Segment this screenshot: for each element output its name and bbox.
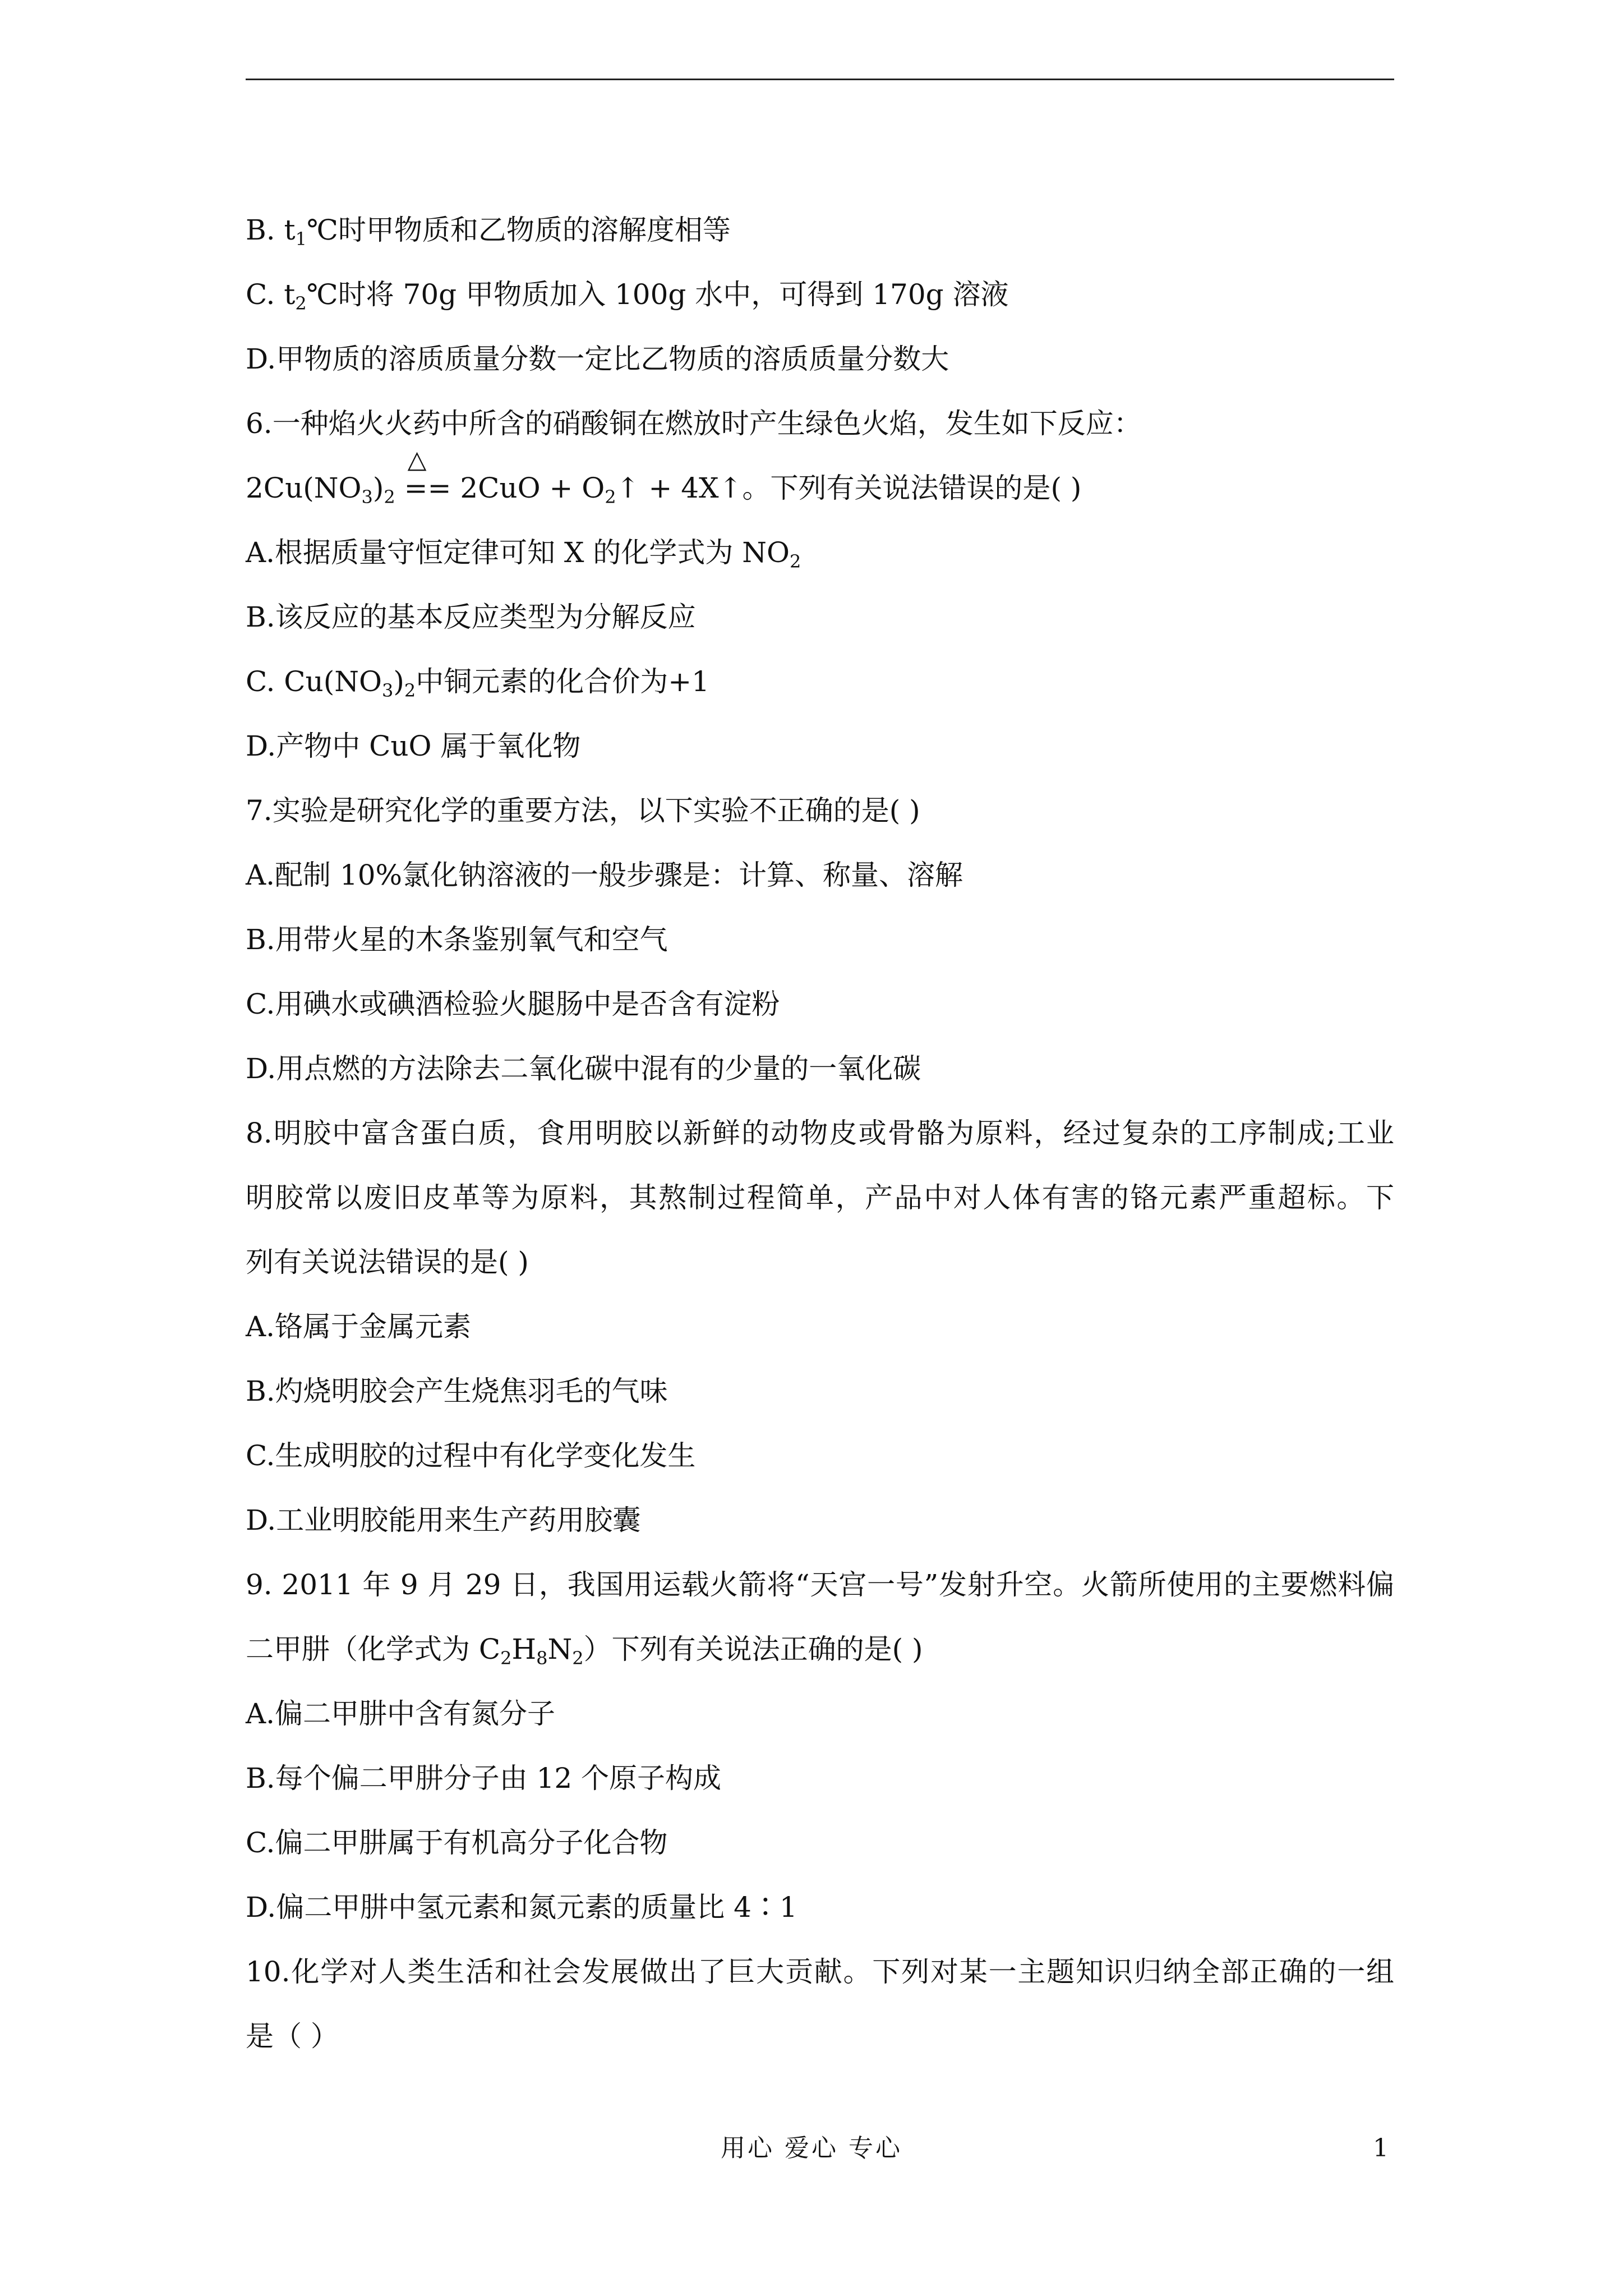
q8-option-a: A.铬属于金属元素 (246, 1310, 472, 1343)
q6-option-a: A.根据质量守恒定律可知 X 的化学式为 $NO_2$ (246, 536, 801, 572)
q6-stem: 6.一种焰火火药中所含的硝酸铜在燃放时产生绿色火焰，发生如下反应： (246, 407, 1142, 440)
q8-stem-line-2: 明胶常以废旧皮革等为原料，其熬制过程简单，产品中对人体有害的铬元素严重超标。下 (246, 1181, 1394, 1214)
footer-motto: 用心 爱心 专心 (721, 2134, 902, 2162)
q6-option-c: C. $Cu(NO_3)_2$中铜元素的化合价为+1 (246, 665, 709, 701)
q7-stem: 7.实验是研究化学的重要方法，以下实验不正确的是( ) (246, 794, 920, 827)
q9-option-a: A.偏二甲肼中含有氮分子 (246, 1697, 556, 1730)
q6-option-d: D.产物中 CuO 属于氧化物 (246, 730, 581, 762)
q7-option-d: D.用点燃的方法除去二氧化碳中混有的少量的一氧化碳 (246, 1052, 921, 1085)
q9-stem-line-2: 二甲肼（化学式为 $C_2H_8N_2$）下列有关说法正确的是( ) (246, 1633, 923, 1669)
q7-option-a: A.配制 10%氯化钠溶液的一般步骤是：计算、称量、溶解 (246, 859, 963, 891)
q6-option-b: B.该反应的基本反应类型为分解反应 (246, 601, 696, 633)
q10-stem-line-2: 是（ ） (246, 2020, 339, 2053)
page-number: 1 (1373, 2134, 1389, 2162)
q8-option-b: B.灼烧明胶会产生烧焦羽毛的气味 (246, 1375, 668, 1407)
q5-option-d: D.甲物质的溶质质量分数一定比乙物质的溶质质量分数大 (246, 343, 949, 375)
heating-condition: △ == (404, 445, 451, 504)
q5-option-c: C. $t_2℃$时将 70g 甲物质加入 100g 水中，可得到 170g 溶液 (246, 278, 1009, 314)
q9-option-d: D.偏二甲肼中氢元素和氮元素的质量比 4∶1 (246, 1891, 797, 1924)
q9-option-b: B.每个偏二甲肼分子由 12 个原子构成 (246, 1762, 722, 1795)
q8-stem-line-1: 8.明胶中富含蛋白质，食用明胶以新鲜的动物皮或骨骼为原料，经过复杂的工序制成;工业 (246, 1117, 1394, 1149)
heat-triangle-icon: △ (407, 445, 427, 474)
header-rule (246, 79, 1394, 80)
q9-stem-line-1: 9. 2011 年 9 月 29 日，我国用运载火箭将“天宫一号”发射升空。火箭所使用的主要燃料偏 (246, 1568, 1394, 1601)
q9-option-c: C.偏二甲肼属于有机高分子化合物 (246, 1826, 668, 1859)
q6-equation: $2Cu(NO_3)_2$ △ == $2CuO + O_2↑$ + 4X↑。下列有关说法错误的是( ) (246, 445, 1082, 508)
q7-option-b: B.用带火星的木条鉴别氧气和空气 (246, 923, 668, 956)
q5-option-b: B. $t_1℃$时甲物质和乙物质的溶解度相等 (246, 214, 731, 250)
q8-stem-line-3: 列有关说法错误的是( ) (246, 1246, 529, 1278)
q8-option-d: D.工业明胶能用来生产药用胶囊 (246, 1504, 641, 1536)
q7-option-c: C.用碘水或碘酒检验火腿肠中是否含有淀粉 (246, 988, 780, 1020)
q10-stem-line-1: 10.化学对人类生活和社会发展做出了巨大贡献。下列对某一主题知识归纳全部正确的一组 (246, 1955, 1394, 1988)
q8-option-c: C.生成明胶的过程中有化学变化发生 (246, 1439, 696, 1472)
